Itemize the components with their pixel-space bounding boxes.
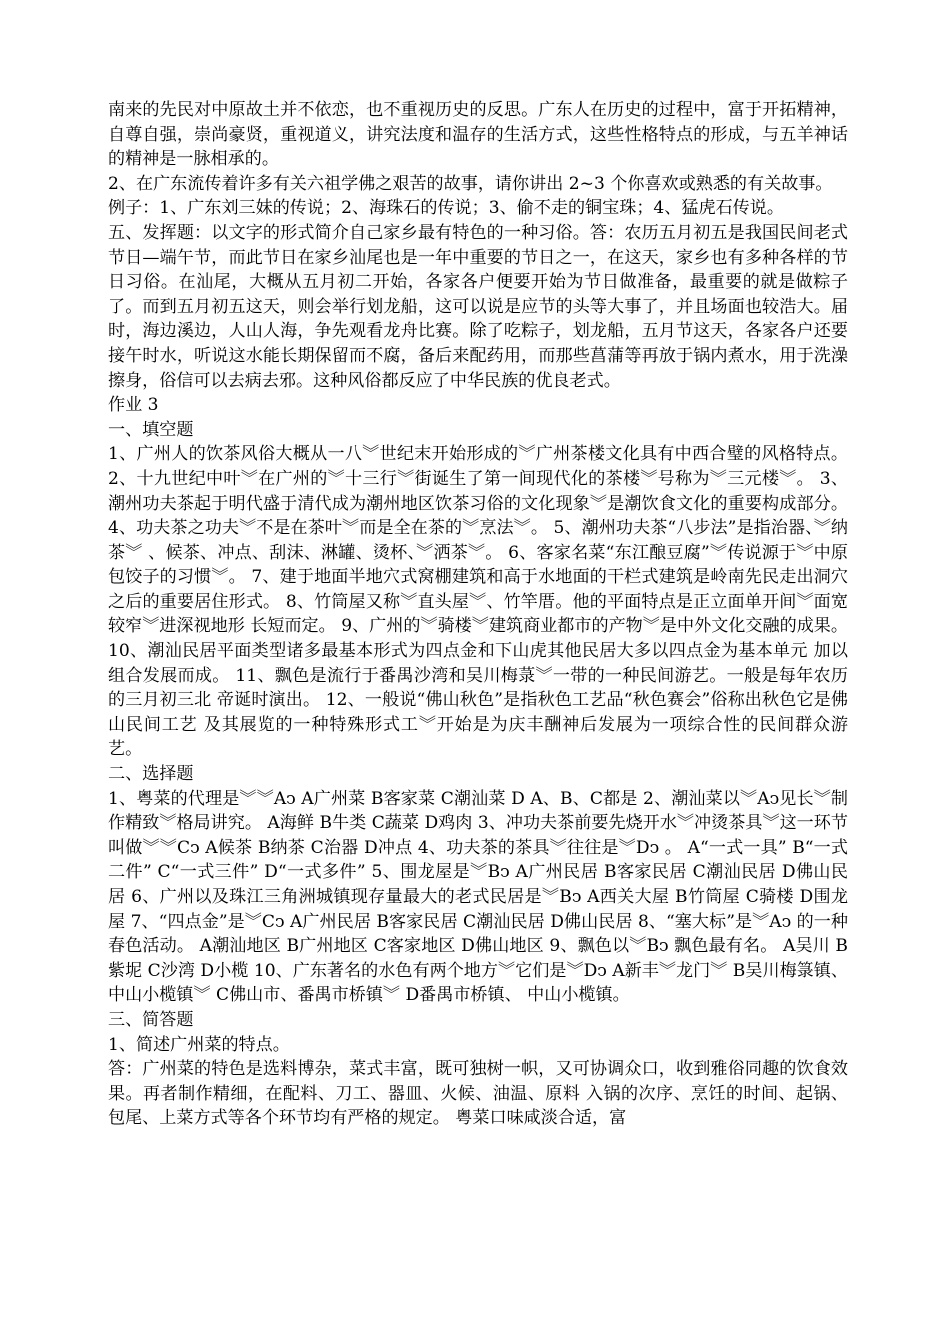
paragraph-wuyang-conclusion: 南来的先民对中原故土并不依恋，也不重视历史的反思。广东人在历史的过程中，富于开拓精神，自尊自强，崇尚豪贤，重视道义，讲究法度和温存的生活方式，这些性格特点的形成，与五羊神话的精神是一脉相承的。 [108, 100, 848, 170]
answer-guangzhou-cuisine: 答：广州菜的特色是选料博杂，菜式丰富，既可独树一帜，又可协调众口，收到雅俗同趣的饮食效果。再者制作精细，在配料、刀工、器皿、火候、油温、原料 入锅的次序、烹饪的时间、起锅、包尾、上菜方式等各个环节均有严格的规定。 粤菜口味咸淡合适，富 [108, 1059, 848, 1129]
question-liuzu-stories: 2、在广东流传着许多有关六祖学佛之艰苦的故事，请你讲出 2~3 个你喜欢或熟悉的有关故事。 [108, 173, 833, 194]
question-guangzhou-cuisine: 1、简述广州菜的特点。 [108, 1034, 290, 1055]
heading-fill-in-blank: 一、填空题 [108, 419, 194, 440]
document-body [108, 98, 848, 1131]
fill-in-blank-content: 1、广州人的饮茶风俗大概从一八︾世纪末开始形成的︾广州茶楼文化具有中西合璧的风格特点。 2、十九世纪中叶︾在广州的︾十三行︾街诞生了第一间现代化的茶楼︾号称为︾三元楼︾。 3、潮州功夫茶起于明代盛于清代成为潮州地区饮茶习俗的文化现象︾是潮饮食文化的重要构成部分。 4、功夫茶之功夫︾不是在茶叶︾而是全在茶的︾烹法︾。 5、潮州功夫茶“八步法”是指治器、︾纳茶︾ 、候茶、冲点、刮沫、淋罐、烫杯、︾洒茶︾。 6、客家名菜“东江酿豆腐”︾传说源于︾中原包饺子的习惯︾。 7、建于地面半地穴式窝棚建筑和高于水地面的干栏式建筑是岭南先民走出洞穴之后的重要居住形式。 8、竹筒屋又称︾直头屋︾、竹竿厝。他的平面特点是正立面单开间︾面宽较窄︾进深视地形 长短而定。 9、广州的︾骑楼︾建筑商业都市的产物︾是中外文化交融的成果。 10、潮汕民居平面类型诸多最基本形式为四点金和下山虎其他民居大多以四点金为基本单元 加以组合发展而成。 11、飘色是流行于番禺沙湾和吴川梅菉︾一带的一种民间游艺。一般是每年农历的三月初三北 帝诞时演出。 12、一般说“佛山秋色”是指秋色工艺品“秋色赛会”俗称出秋色它是佛山民间工艺 及其展览的一种特殊形式工︾开始是为庆丰酬神后发展为一项综合性的民间群众游艺。 [108, 444, 848, 760]
heading-short-answer: 三、简答题 [108, 1009, 194, 1030]
multiple-choice-content: 1、粤菜的代理是︾︾Aↄ A广州菜 B客家菜 C潮汕菜 D A、B、C都是 2、潮汕菜以︾Aↄ见长︾制作精致︾格局讲究。 A海鲜 B牛类 C蔬菜 D鸡肉 3、冲功夫茶前要先烧开水︾冲烫茶具︾这一环节叫做︾︾Cↄ A候茶 B纳茶 C治器 D冲点 4、功夫茶的茶具︾往往是︾Dↄ 。 A“一式一具” B“一式二件” C“一式三件” D“一式多件” 5、围龙屋是︾Bↄ A广州民居 B客家民居 C潮汕民居 D佛山民居 6、广州以及珠江三角洲城镇现存量最大的老式民居是︾Bↄ A西关大屋 B竹筒屋 C骑楼 D围龙屋 7、“四点金”是︾Cↄ A广州民居 B客家民居 C潮汕民居 D佛山民居 8、“塞大标”是︾Aↄ 的一种春色活动。 A潮汕地区 B广州地区 C客家地区 D佛山地区 9、飘色以︾Bↄ 飘色最有名。 A吴川 B紫坭 C沙湾 D小榄 10、广东著名的水色有两个地方︾它们是︾Dↄ A新丰︾龙门︾ B吴川梅箓镇、中山小榄镇︾ C佛山市、番禺市桥镇︾ D番禺市桥镇、 中山小榄镇。 [108, 788, 848, 1006]
heading-multiple-choice: 二、选择题 [108, 764, 194, 785]
essay-hometown-custom: 五、发挥题：以文字的形式简介自己家乡最有特色的一种习俗。答：农历五月初五是我国民间老式节日—端午节，而此节日在家乡汕尾也是一年中重要的节日之一，在这天，家乡也有多种各样的节日习俗。在汕尾，大概从五月初二开始，各家各户便要开始为节日做准备，最重要的就是做粽子了。而到五月初五这天，则会举行划龙船，这可以说是应节的头等大事了，并且场面也较浩大。届时，海边溪边，人山人海，争先观看龙舟比赛。除了吃粽子，划龙船，五月节这天，各家各户还要接午时水，听说这水能长期保留而不腐，备后来配药用，而那些菖蒲等再放于锅内煮水，用于洗澡擦身，俗信可以去病去邪。这种风俗都反应了中华民族的优良老式。 [108, 222, 848, 391]
answer-examples: 例子：1、广东刘三妹的传说；2、海珠石的传说；3、偷不走的铜宝珠；4、猛虎石传说。 [108, 198, 784, 219]
heading-assignment-3: 作业 3 [108, 395, 159, 416]
